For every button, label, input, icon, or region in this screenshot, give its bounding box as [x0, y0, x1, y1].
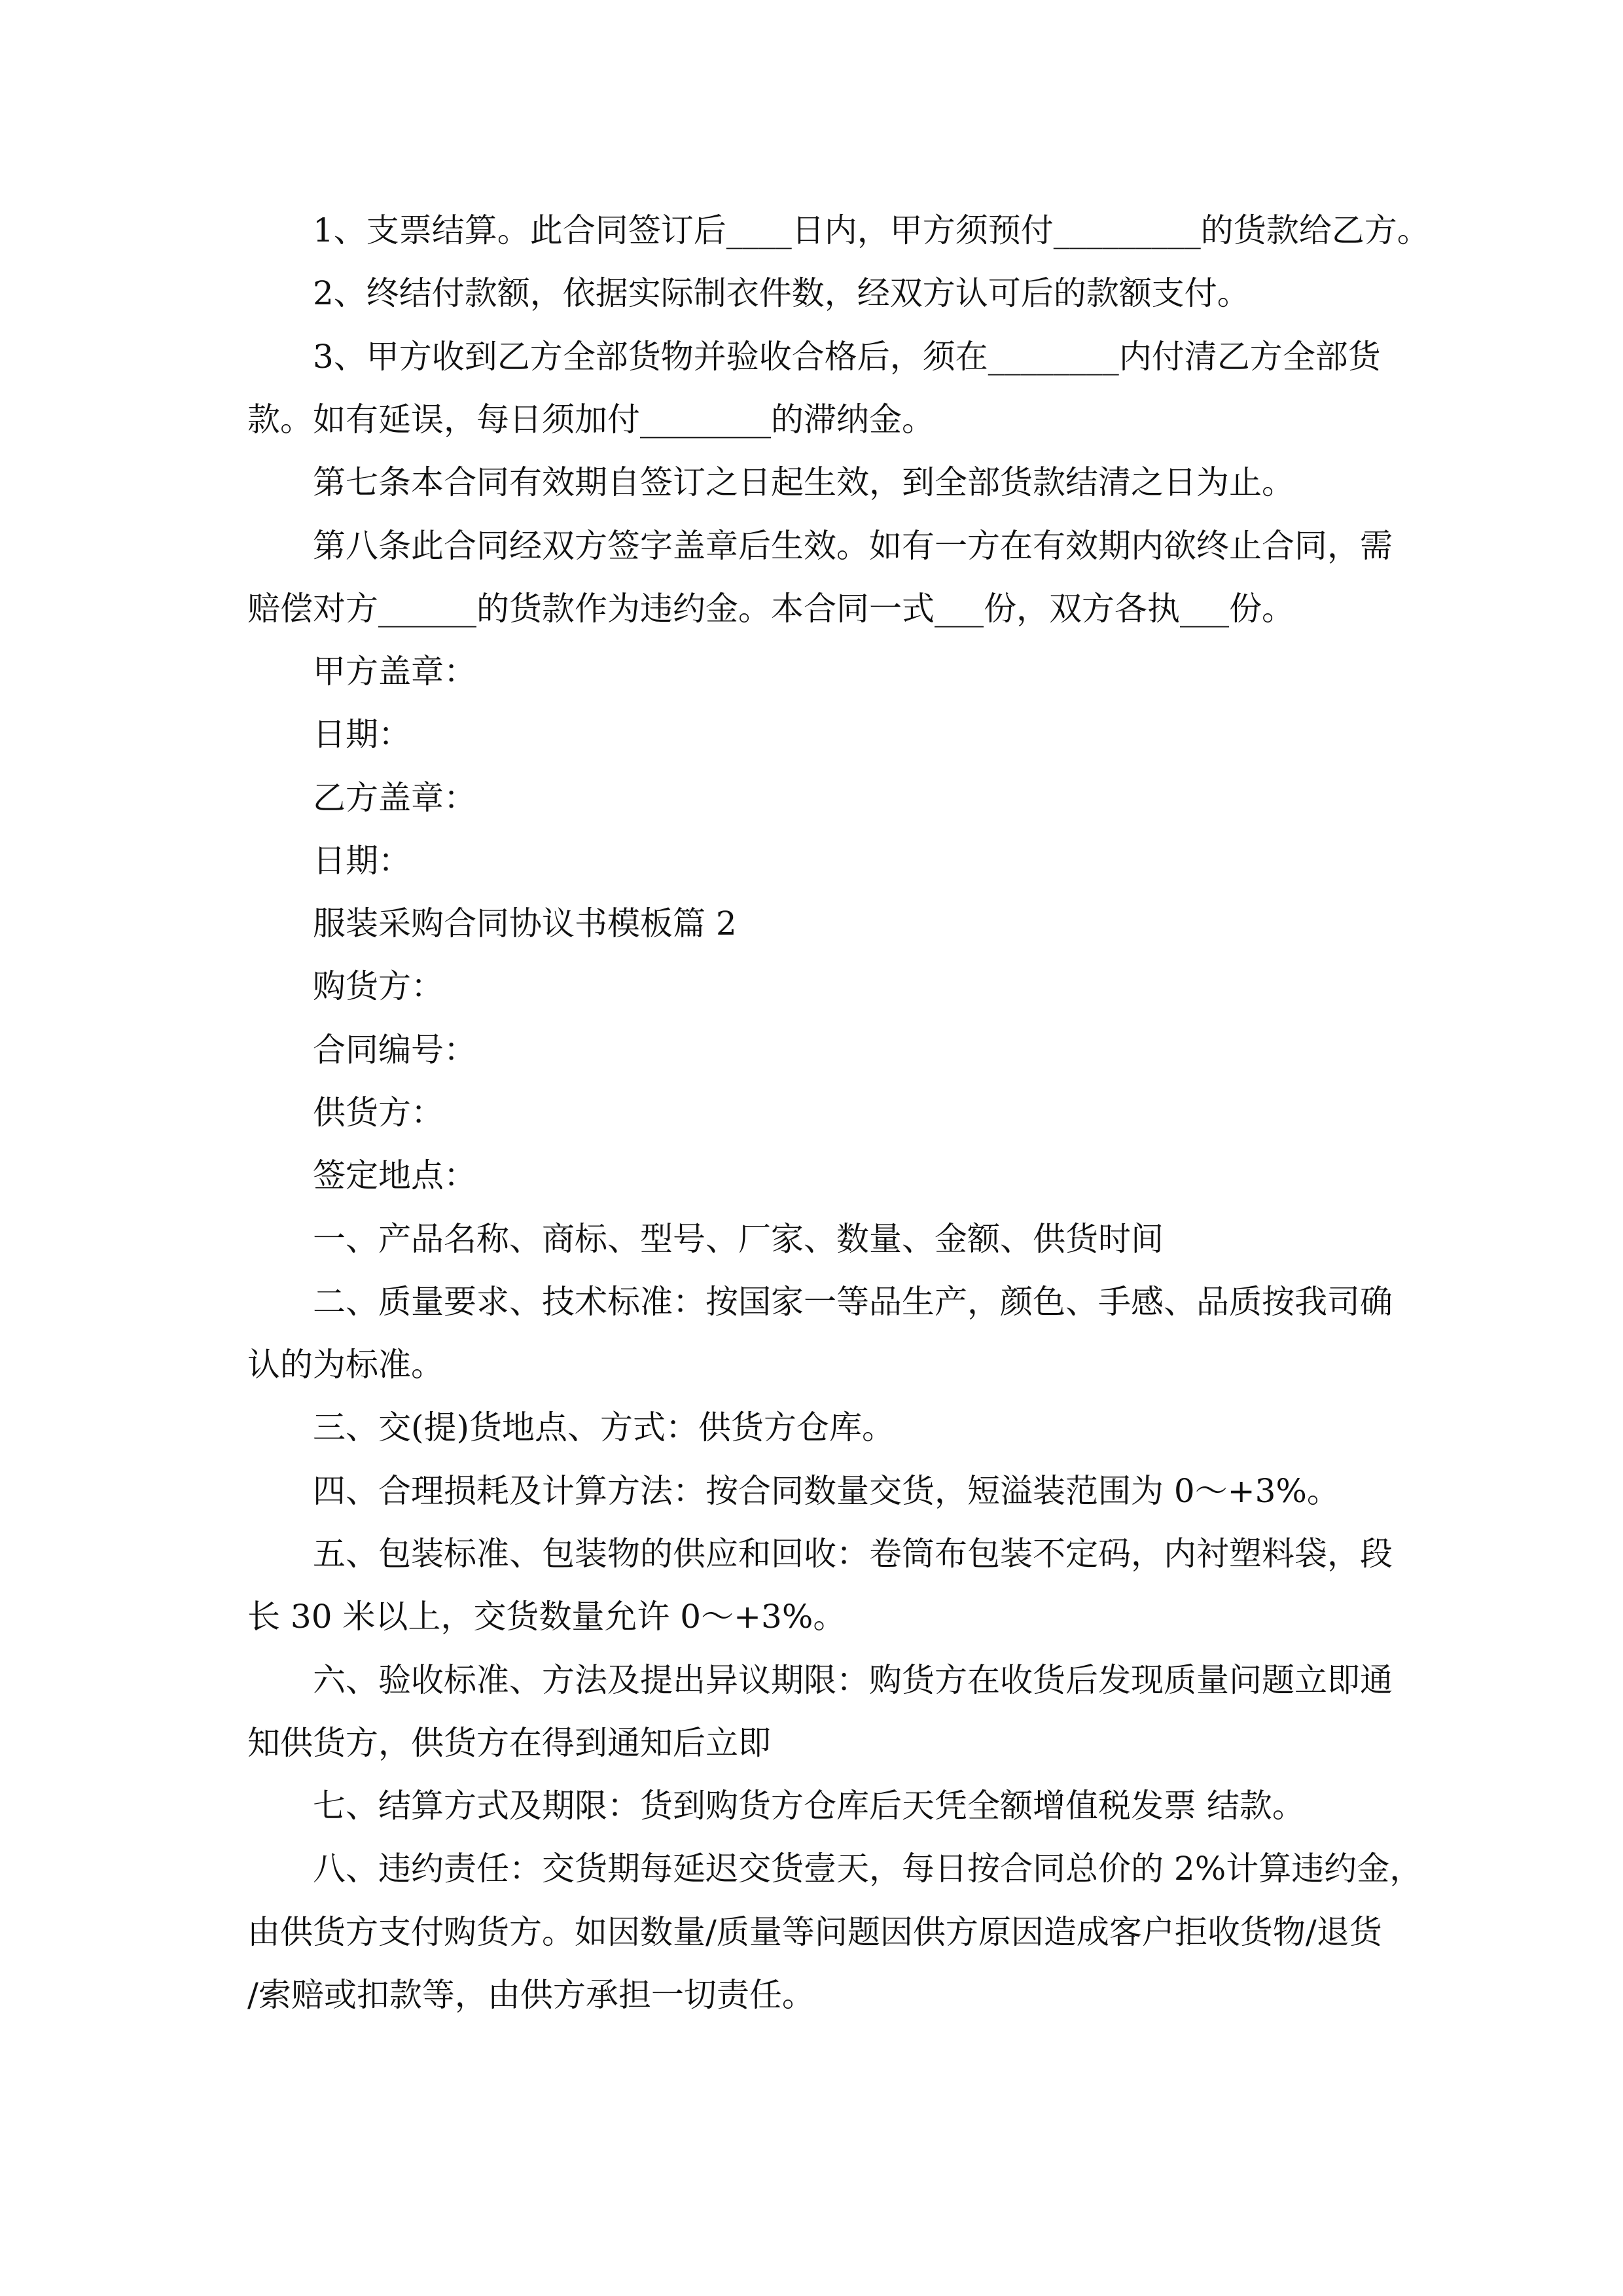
section-title: 服装采购合同协议书模板篇 2 [313, 905, 737, 942]
date-label-a: 日期： [313, 715, 411, 753]
clause-6-line1: 六、验收标准、方法及提出异议期限：购货方在收货后发现质量问题立即通 [313, 1661, 1393, 1699]
paragraph-article-8-line1: 第八条此合同经双方签字盖章后生效。如有一方在有效期内欲终止合同，需 [313, 527, 1393, 565]
paragraph-acceptance-line1: 3、甲方收到乙方全部货物并验收合格后，须在________内付清乙方全部货 [313, 338, 1381, 376]
paragraph-acceptance-line2: 款。如有延误，每日须加付________的滞纳金。 [247, 401, 935, 439]
party-b-seal-label: 乙方盖章： [313, 779, 476, 817]
clause-3: 三、交(提)货地点、方式：供货方仓库。 [313, 1408, 895, 1446]
clause-1: 一、产品名称、商标、型号、厂家、数量、金额、供货时间 [313, 1220, 1164, 1258]
clause-5-line1: 五、包装标准、包装物的供应和回收：卷筒布包装不定码，内衬塑料袋，段 [313, 1535, 1393, 1573]
clause-4: 四、合理损耗及计算方法：按合同数量交货，短溢装范围为 0～+3%。 [313, 1472, 1340, 1510]
clause-7: 七、结算方式及期限：货到购货方仓库后天凭全额增值税发票 结款。 [313, 1787, 1305, 1825]
clause-2-line2: 认的为标准。 [247, 1346, 444, 1384]
paragraph-final-payment: 2、终结付款额，依据实际制衣件数，经双方认可后的款额支付。 [313, 274, 1250, 312]
clause-2-line1: 二、质量要求、技术标准：按国家一等品生产，颜色、手感、品质按我司确 [313, 1283, 1393, 1321]
buyer-label: 购货方： [313, 967, 444, 1005]
signing-place-label: 签定地点： [313, 1157, 476, 1194]
clause-8-line1: 八、违约责任：交货期每延迟交货壹天，每日按合同总价的 2%计算违约金， [313, 1850, 1423, 1888]
paragraph-article-8-line2: 赔偿对方______的货款作为违约金。本合同一式___份，双方各执___份。 [247, 590, 1294, 628]
contract-number-label: 合同编号： [313, 1031, 476, 1069]
date-label-b: 日期： [313, 842, 411, 880]
paragraph-article-7: 第七条本合同有效期自签订之日起生效，到全部货款结清之日为止。 [313, 463, 1294, 501]
clause-5-line2: 长 30 米以上，交货数量允许 0～+3%。 [247, 1598, 846, 1636]
paragraph-payment-cheque: 1、支票结算。此合同签订后____日内，甲方须预付_________的货款给乙方。 [313, 211, 1430, 249]
clause-8-line2: 由供货方支付购货方。如因数量/质量等问题因供方原因造成客户拒收货物/退货 [247, 1913, 1382, 1951]
supplier-label: 供货方： [313, 1094, 444, 1132]
clause-6-line2: 知供货方，供货方在得到通知后立即 [247, 1724, 771, 1762]
party-a-seal-label: 甲方盖章： [313, 653, 476, 691]
clause-8-line3: /索赔或扣款等，由供方承担一切责任。 [247, 1976, 815, 2014]
